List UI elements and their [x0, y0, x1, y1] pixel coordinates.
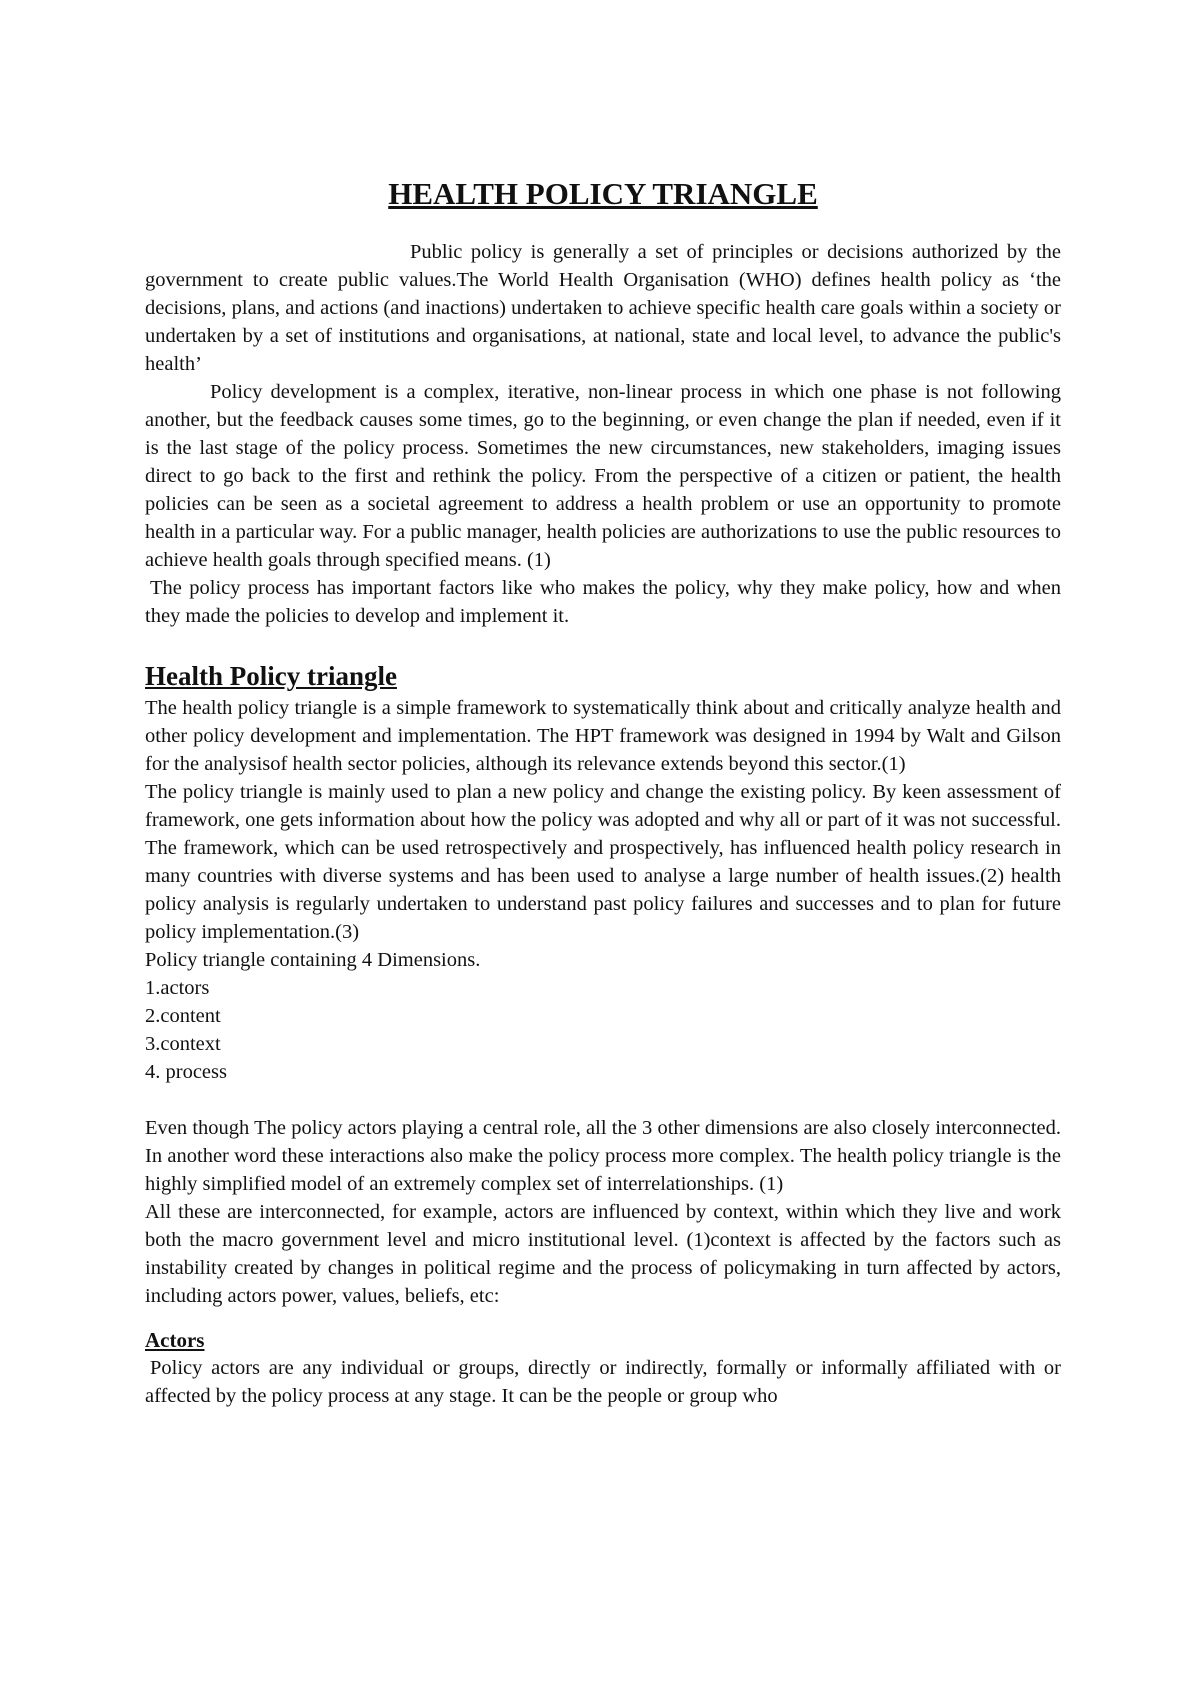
intro-paragraph-1: Public policy is generally a set of principles or decisions authorized by the government to create public values.The World Health Organisation (WHO) defines health policy as ‘the decisions, plans, and actions (and inactions) undertaken to achieve specific health care goals within a society or undertaken by a set of institutions and organisations, at national, state and local level, to advance the public's health’: [145, 241, 1061, 375]
actors-paragraph: Policy actors are any individual or groups, directly or indirectly, formally or informally affiliated with or affected by the policy process at any stage. It can be the people or group who: [145, 1357, 1061, 1407]
intro-paragraph-2: Policy development is a complex, iterative, non-linear process in which one phase is not following another, but the feedback causes some times, go to the beginning, or even change the plan if needed, even if it is the last stage of the policy process. Sometimes the new circumstances, new stakeholders, imaging issues direct to go back to the first and rethink the policy. From the perspective of a citizen or patient, the health policies can be seen as a societal agreement to address a health problem or use an opportunity to promote health in a particular way. For a public manager, health policies are authorizations to use the public resources to achieve health goals through specified means. (1): [145, 381, 1061, 571]
section-heading-actors: Actors: [145, 1328, 205, 1352]
after-paragraph-1: Even though The policy actors playing a central role, all the 3 other dimensions are also closely interconnected. In another word these interactions also make the policy process more complex. The health policy triangle is the highly simplified model of an extremely complex set of interrelationships. (1): [145, 1117, 1061, 1195]
section-heading-health-policy-triangle: Health Policy triangle: [145, 661, 397, 691]
section-paragraph-3: Policy triangle containing 4 Dimensions.: [145, 949, 481, 971]
after-paragraph-2: All these are interconnected, for example, actors are influenced by context, within which they live and work both the macro government level and micro institutional level. (1)context is affected by the factors such as instability created by changes in political regime and the process of policymaking in turn affected by actors, including actors power, values, beliefs, etc:: [145, 1201, 1061, 1307]
dimension-item-context: 3.context: [145, 1033, 221, 1055]
dimension-item-actors: 1.actors: [145, 977, 210, 999]
section-paragraph-1: The health policy triangle is a simple framework to systematically think about and critically analyze health and other policy development and implementation. The HPT framework was designed in 1994 by Walt and Gilson for the analysisof health sector policies, although its relevance extends beyond this sector.(1): [145, 697, 1061, 775]
section-paragraph-2: The policy triangle is mainly used to plan a new policy and change the existing policy. By keen assessment of framework, one gets information about how the policy was adopted and why all or part of it was not successful. The framework, which can be used retrospectively and prospectively, has influenced health policy research in many countries with diverse systems and has been used to analyse a large number of health issues.(2) health policy analysis is regularly undertaken to understand past policy failures and successes and to plan for future policy implementation.(3): [145, 781, 1062, 943]
intro-paragraph-3: The policy process has important factors like who makes the policy, why they make policy, how and when they made the policies to develop and implement it.: [145, 577, 1061, 627]
page-title: HEALTH POLICY TRIANGLE: [388, 176, 818, 211]
spacer: [145, 1086, 1061, 1114]
dimension-item-content: 2.content: [145, 1005, 221, 1027]
dimension-item-process: 4. process: [145, 1061, 227, 1083]
